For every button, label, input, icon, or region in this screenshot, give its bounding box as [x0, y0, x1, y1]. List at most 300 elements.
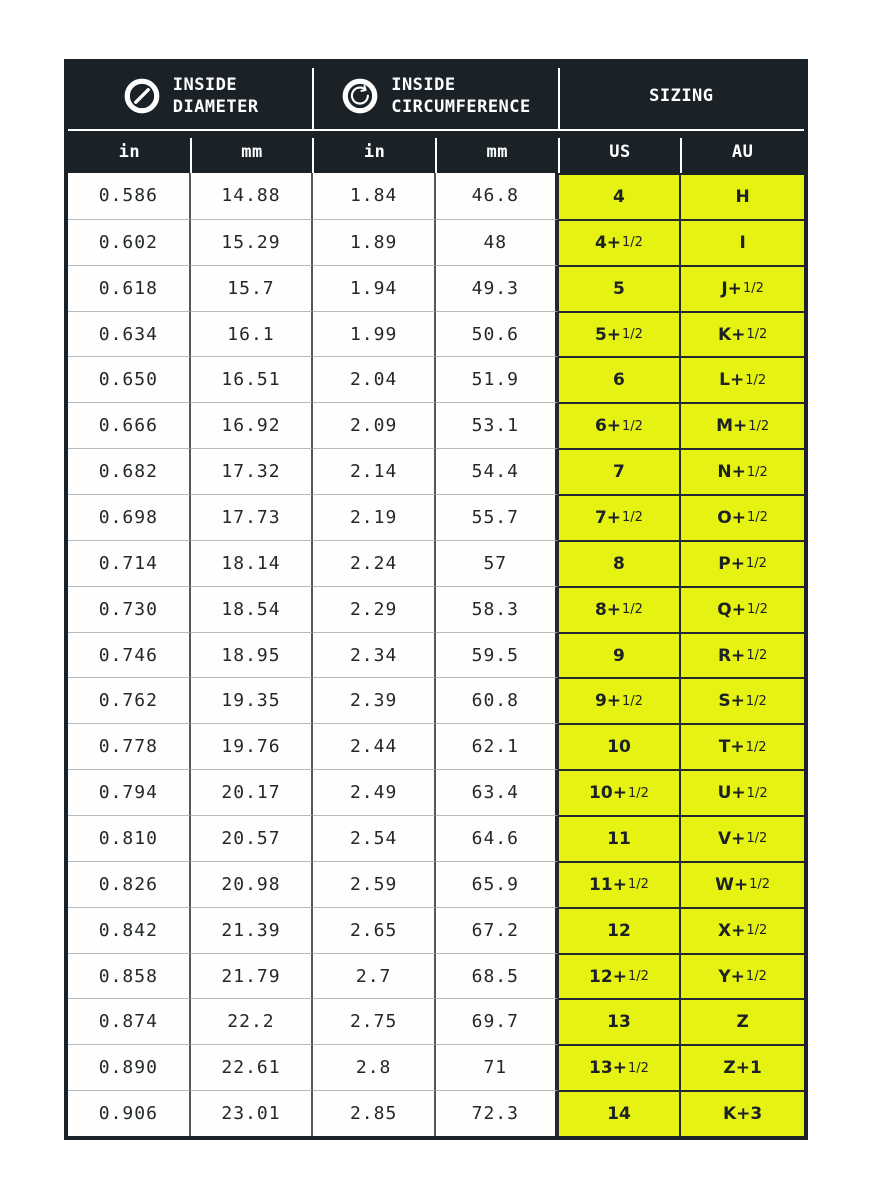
cell-au-size: [681, 540, 804, 586]
cell-value: 57: [483, 552, 508, 574]
size-fraction: 1/2: [746, 831, 768, 847]
cell-value: 0.842: [98, 919, 158, 941]
size-fraction: 1/2: [627, 877, 649, 893]
size-value: O+: [717, 507, 746, 528]
cell-inside-diameter-mm: [191, 265, 314, 311]
size-value: H: [735, 186, 750, 207]
cell-us-size: [559, 677, 682, 723]
cell-inside-circumference-mm: [436, 953, 559, 999]
size-fraction: 1/2: [742, 281, 764, 297]
cell-inside-circumference-in: [313, 769, 436, 815]
cell-us-size: [559, 815, 682, 861]
cell-value: 0.810: [98, 827, 158, 849]
size-fraction: 1/2: [749, 877, 771, 893]
size-value: W+: [715, 874, 749, 895]
cell-value: 0.602: [98, 231, 158, 253]
cell-au-size: [681, 1090, 804, 1136]
cell-value: 2.75: [349, 1011, 398, 1033]
size-fraction: 1/2: [746, 327, 768, 342]
cell-inside-diameter-in: [68, 632, 191, 678]
size-value: 9+: [594, 691, 622, 712]
size-fraction: 1/2: [622, 602, 643, 618]
size-value: 10: [607, 737, 631, 758]
cell-inside-diameter-mm: [191, 173, 314, 219]
cell-value: 0.618: [98, 277, 158, 299]
cell-au-size: [681, 815, 804, 861]
size-value: 7: [613, 462, 625, 483]
cell-value: 1.89: [349, 231, 398, 253]
cell-inside-diameter-in: [68, 998, 191, 1044]
cell-us-size: [559, 998, 682, 1044]
cell-value: 0.730: [98, 598, 158, 620]
header-label-line: CIRCUMFERENCE: [391, 97, 531, 117]
cell-us-size: [559, 173, 682, 219]
cell-value: 51.9: [471, 369, 519, 391]
size-value: P+: [718, 553, 745, 574]
cell-value: 0.586: [98, 185, 158, 207]
cell-au-size: [681, 265, 804, 311]
size-value: 8: [613, 553, 625, 574]
cell-inside-diameter-mm: [191, 953, 314, 999]
size-fraction: 1/2: [746, 785, 768, 801]
cell-inside-diameter-in: [68, 769, 191, 815]
cell-inside-circumference-in: [313, 173, 436, 219]
table-row: [68, 586, 804, 632]
cell-value: 68.5: [471, 965, 519, 987]
cell-inside-circumference-in: [313, 311, 436, 357]
cell-value: 0.906: [98, 1103, 158, 1125]
cell-au-size: [681, 311, 804, 357]
size-fraction: 1/2: [746, 923, 768, 939]
cell-inside-circumference-mm: [436, 586, 559, 632]
cell-inside-circumference-mm: [436, 540, 559, 586]
cell-inside-diameter-in: [68, 265, 191, 311]
cell-value: 2.04: [349, 369, 398, 391]
size-value: R+: [717, 645, 746, 666]
subheader-cell: mm: [191, 131, 314, 173]
header-label-inside-circumference: [391, 74, 531, 118]
cell-inside-diameter-mm: [191, 402, 314, 448]
cell-value: 1.99: [349, 323, 398, 345]
cell-au-size: [681, 1044, 804, 1090]
size-fraction: 1/2: [746, 648, 768, 664]
cell-value: 65.9: [471, 873, 519, 895]
cell-value: 55.7: [471, 506, 519, 528]
table-row: [68, 723, 804, 769]
header-group-inside-circumference: [313, 63, 558, 129]
cell-inside-diameter-in: [68, 861, 191, 907]
cell-value: 0.682: [98, 461, 158, 483]
cell-au-size: [681, 861, 804, 907]
cell-value: 20.98: [221, 873, 281, 895]
cell-us-size: [559, 1090, 682, 1136]
cell-inside-diameter-mm: [191, 540, 314, 586]
size-value: 6: [613, 370, 625, 391]
cell-inside-circumference-in: [313, 448, 436, 494]
cell-inside-diameter-in: [68, 723, 191, 769]
size-value: 7+: [594, 507, 622, 528]
size-value: 14: [607, 1104, 631, 1125]
cell-value: 0.858: [98, 965, 158, 987]
size-value: S+: [718, 691, 745, 712]
cell-value: 69.7: [471, 1011, 519, 1033]
cell-inside-diameter-in: [68, 540, 191, 586]
cell-au-size: [681, 677, 804, 723]
cell-value: 18.95: [221, 644, 281, 666]
cell-us-size: [559, 907, 682, 953]
size-value: K+3: [722, 1104, 763, 1125]
cell-au-size: [681, 907, 804, 953]
cell-inside-circumference-mm: [436, 402, 559, 448]
header-label-line: DIAMETER: [172, 97, 259, 117]
size-fraction: 1/2: [622, 418, 643, 434]
cell-au-size: [681, 632, 804, 678]
diameter-icon: [123, 77, 161, 115]
cell-value: 2.19: [349, 506, 398, 528]
cell-value: 2.29: [349, 598, 398, 620]
cell-inside-diameter-mm: [191, 723, 314, 769]
cell-value: 2.8: [355, 1057, 392, 1079]
cell-value: 19.35: [221, 690, 281, 712]
cell-value: 46.8: [471, 185, 519, 207]
cell-au-size: [681, 723, 804, 769]
cell-value: 0.666: [98, 415, 158, 437]
cell-value: 0.890: [98, 1057, 158, 1079]
size-value: V+: [717, 828, 746, 849]
cell-inside-diameter-mm: [191, 632, 314, 678]
cell-inside-diameter-in: [68, 494, 191, 540]
cell-inside-circumference-mm: [436, 769, 559, 815]
header-label-line: INSIDE: [172, 74, 238, 95]
table-row: [68, 677, 804, 723]
cell-value: 49.3: [471, 277, 519, 299]
cell-value: 67.2: [471, 919, 519, 941]
cell-inside-circumference-in: [313, 265, 436, 311]
size-value: 10+: [589, 783, 627, 804]
cell-inside-circumference-in: [313, 356, 436, 402]
table-row: [68, 769, 804, 815]
size-fraction: 1/2: [746, 464, 768, 480]
cell-value: 58.3: [471, 598, 519, 620]
cell-value: 18.54: [221, 598, 281, 620]
subheader-cell: AU: [731, 142, 754, 162]
cell-inside-diameter-in: [68, 953, 191, 999]
size-value: 4: [613, 186, 625, 207]
cell-inside-circumference-mm: [436, 1044, 559, 1090]
size-fraction: 1/2: [622, 235, 643, 251]
cell-inside-circumference-mm: [436, 494, 559, 540]
cell-value: 50.6: [471, 323, 519, 345]
table-row: [68, 173, 804, 219]
cell-value: 2.59: [349, 873, 398, 895]
cell-value: 22.2: [227, 1011, 275, 1033]
size-fraction: 1/2: [748, 418, 770, 434]
cell-value: 16.92: [221, 415, 281, 437]
cell-inside-circumference-in: [313, 723, 436, 769]
size-value: 11: [607, 828, 631, 849]
size-value: 8+: [594, 599, 622, 620]
table-row: [68, 448, 804, 494]
table-row: [68, 953, 804, 999]
cell-value: 2.85: [349, 1103, 398, 1125]
cell-inside-diameter-in: [68, 1090, 191, 1136]
ring-size-table: [64, 59, 808, 1140]
cell-inside-circumference-in: [313, 998, 436, 1044]
cell-inside-circumference-in: [313, 1090, 436, 1136]
cell-au-size: [681, 402, 804, 448]
cell-us-size: [559, 402, 682, 448]
size-value: Y+: [718, 966, 745, 987]
subheader-row: [68, 131, 804, 173]
size-fraction: 1/2: [745, 693, 767, 709]
cell-value: 2.44: [349, 736, 398, 758]
cell-inside-diameter-mm: [191, 769, 314, 815]
table-row: [68, 494, 804, 540]
table-header: [68, 63, 804, 129]
size-fraction: 1/2: [622, 510, 643, 526]
table-row: [68, 1090, 804, 1136]
cell-inside-circumference-in: [313, 677, 436, 723]
table-row: [68, 1044, 804, 1090]
size-value: Z: [736, 1012, 749, 1033]
cell-inside-diameter-mm: [191, 219, 314, 265]
cell-us-size: [559, 311, 682, 357]
cell-value: 60.8: [471, 690, 519, 712]
cell-inside-circumference-mm: [436, 265, 559, 311]
cell-inside-circumference-in: [313, 632, 436, 678]
cell-inside-circumference-mm: [436, 723, 559, 769]
cell-value: 0.874: [98, 1011, 158, 1033]
cell-inside-circumference-in: [313, 815, 436, 861]
cell-au-size: [681, 448, 804, 494]
cell-inside-diameter-in: [68, 219, 191, 265]
cell-us-size: [559, 448, 682, 494]
size-value: T+: [718, 737, 745, 758]
size-fraction: 1/2: [627, 1060, 649, 1076]
cell-us-size: [559, 632, 682, 678]
cell-value: 71: [483, 1057, 508, 1079]
cell-inside-circumference-in: [313, 540, 436, 586]
cell-inside-diameter-mm: [191, 1044, 314, 1090]
size-fraction: 1/2: [622, 327, 643, 342]
size-value: 13: [607, 1012, 631, 1033]
size-fraction: 1/2: [747, 602, 768, 618]
cell-inside-circumference-mm: [436, 173, 559, 219]
size-value: M+: [716, 416, 748, 437]
cell-us-size: [559, 219, 682, 265]
cell-value: 1.94: [349, 277, 398, 299]
header-label-inside-diameter: [173, 74, 259, 118]
cell-inside-circumference-mm: [436, 356, 559, 402]
cell-value: 22.61: [221, 1057, 281, 1079]
cell-value: 0.634: [98, 323, 158, 345]
cell-us-size: [559, 494, 682, 540]
size-value: 11+: [589, 874, 627, 895]
cell-value: 53.1: [471, 415, 519, 437]
size-value: 12: [607, 920, 631, 941]
cell-inside-diameter-mm: [191, 861, 314, 907]
header-label-line: INSIDE: [391, 74, 456, 95]
subheader-cell: mm: [436, 131, 559, 173]
cell-value: 2.65: [349, 919, 398, 941]
cell-inside-diameter-mm: [191, 448, 314, 494]
cell-us-size: [559, 1044, 682, 1090]
cell-us-size: [559, 586, 682, 632]
cell-au-size: [681, 356, 804, 402]
cell-inside-diameter-mm: [191, 311, 314, 357]
cell-inside-diameter-in: [68, 448, 191, 494]
cell-inside-circumference-mm: [436, 311, 559, 357]
size-fraction: 1/2: [747, 510, 768, 526]
size-value: 6+: [594, 416, 622, 437]
cell-us-size: [559, 953, 682, 999]
cell-value: 62.1: [471, 736, 519, 758]
cell-au-size: [681, 586, 804, 632]
cell-value: 20.57: [221, 827, 281, 849]
table-row: [68, 861, 804, 907]
cell-value: 0.778: [98, 736, 158, 758]
cell-value: 0.762: [98, 690, 158, 712]
cell-us-size: [559, 356, 682, 402]
header-group-sizing: [559, 63, 804, 129]
cell-us-size: [559, 861, 682, 907]
size-value: X+: [717, 920, 746, 941]
header-group-inside-diameter: [68, 63, 313, 129]
cell-value: 0.714: [98, 552, 158, 574]
cell-value: 21.39: [221, 919, 281, 941]
table-row: [68, 907, 804, 953]
table-row: [68, 402, 804, 448]
cell-inside-circumference-in: [313, 861, 436, 907]
cell-inside-circumference-in: [313, 1044, 436, 1090]
circumference-icon: [341, 77, 379, 115]
cell-value: 0.650: [98, 369, 158, 391]
table-row: [68, 265, 804, 311]
cell-inside-circumference-mm: [436, 998, 559, 1044]
cell-inside-circumference-in: [313, 907, 436, 953]
cell-inside-circumference-mm: [436, 219, 559, 265]
cell-inside-circumference-in: [313, 402, 436, 448]
cell-value: 2.24: [349, 552, 398, 574]
cell-value: 14.88: [221, 185, 281, 207]
size-fraction: 1/2: [746, 556, 767, 572]
size-value: N+: [717, 462, 746, 483]
cell-inside-diameter-in: [68, 907, 191, 953]
cell-value: 63.4: [471, 782, 519, 804]
cell-value: 2.14: [349, 461, 398, 483]
table-row: [68, 311, 804, 357]
cell-au-size: [681, 219, 804, 265]
size-fraction: 1/2: [745, 372, 767, 388]
size-fraction: 1/2: [745, 739, 767, 755]
cell-inside-circumference-mm: [436, 815, 559, 861]
cell-inside-diameter-in: [68, 402, 191, 448]
size-value: U+: [717, 783, 746, 804]
cell-value: 18.14: [221, 552, 281, 574]
cell-value: 1.84: [349, 185, 398, 207]
cell-inside-diameter-in: [68, 173, 191, 219]
cell-au-size: [681, 953, 804, 999]
cell-value: 15.7: [227, 277, 275, 299]
size-value: 12+: [589, 966, 627, 987]
table-row: [68, 815, 804, 861]
subheader-cell: in: [68, 131, 191, 173]
cell-inside-circumference-in: [313, 219, 436, 265]
size-value: 5: [613, 278, 625, 299]
cell-inside-circumference-in: [313, 494, 436, 540]
cell-au-size: [681, 494, 804, 540]
size-value: 9: [613, 645, 625, 666]
cell-value: 16.51: [221, 369, 281, 391]
cell-inside-diameter-mm: [191, 1090, 314, 1136]
size-fraction: 1/2: [745, 969, 767, 985]
cell-value: 20.17: [221, 782, 281, 804]
cell-value: 2.7: [355, 965, 392, 987]
cell-value: 2.54: [349, 827, 398, 849]
cell-us-size: [559, 723, 682, 769]
cell-value: 0.826: [98, 873, 158, 895]
cell-inside-circumference-mm: [436, 448, 559, 494]
subheader-cell: in: [313, 131, 436, 173]
cell-inside-circumference-mm: [436, 907, 559, 953]
size-value: L+: [719, 370, 745, 391]
cell-value: 17.73: [221, 506, 281, 528]
cell-us-size: [559, 265, 682, 311]
size-value: Q+: [717, 599, 746, 620]
cell-inside-diameter-mm: [191, 907, 314, 953]
table-row: [68, 219, 804, 265]
subheader-cell: US: [559, 131, 682, 173]
size-fraction: 1/2: [627, 969, 649, 985]
size-value: J+: [721, 278, 742, 299]
cell-value: 64.6: [471, 827, 519, 849]
cell-value: 16.1: [227, 323, 275, 345]
cell-value: 0.746: [98, 644, 158, 666]
cell-us-size: [559, 540, 682, 586]
cell-value: 2.34: [349, 644, 398, 666]
cell-inside-diameter-in: [68, 1044, 191, 1090]
cell-value: 59.5: [471, 644, 519, 666]
cell-inside-diameter-mm: [191, 998, 314, 1044]
size-value: I: [739, 232, 746, 253]
size-value: 5+: [594, 324, 622, 345]
cell-au-size: [681, 769, 804, 815]
header-label-sizing: SIZING: [649, 85, 714, 106]
cell-inside-circumference-mm: [436, 632, 559, 678]
cell-inside-diameter-in: [68, 356, 191, 402]
cell-value: 2.49: [349, 782, 398, 804]
table-row: [68, 998, 804, 1044]
cell-inside-circumference-in: [313, 586, 436, 632]
size-fraction: 1/2: [622, 693, 643, 709]
cell-value: 2.39: [349, 690, 398, 712]
cell-value: 0.794: [98, 782, 158, 804]
cell-inside-diameter-mm: [191, 494, 314, 540]
size-fraction: 1/2: [627, 785, 649, 801]
size-value: 13+: [589, 1058, 627, 1079]
cell-au-size: [681, 173, 804, 219]
cell-au-size: [681, 998, 804, 1044]
cell-value: 17.32: [221, 461, 281, 483]
cell-inside-circumference-mm: [436, 861, 559, 907]
size-value: 4+: [594, 232, 622, 253]
table-row: [68, 540, 804, 586]
cell-value: 48: [483, 231, 508, 253]
cell-inside-circumference-mm: [436, 1090, 559, 1136]
cell-inside-diameter-mm: [191, 586, 314, 632]
table-row: [68, 356, 804, 402]
cell-value: 54.4: [471, 461, 519, 483]
